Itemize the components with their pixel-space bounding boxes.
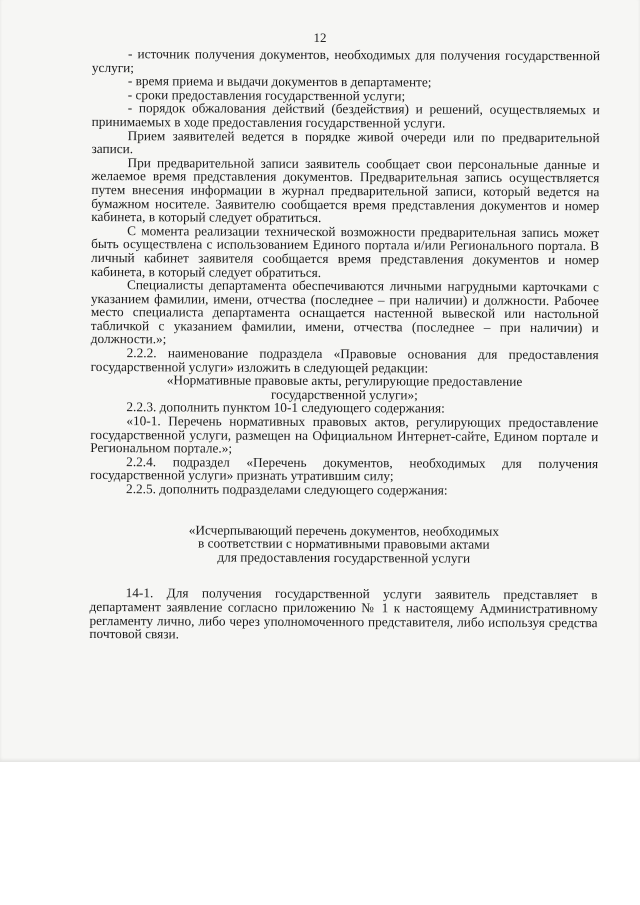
paragraph: 2.2.3. дополнить пунктом 10-1 следующего содержания:: [126, 399, 445, 416]
paragraph: - сроки предоставления государственной услуги;: [127, 86, 406, 104]
paragraph: С момента реализации технической возможности предварительная запись может быть осуществлена с использованием Единого портала и/или Регионального портала. В личный кабинет заявителя сообщается время представления документов и номер кабинета, в который следует обратиться.: [90, 222, 600, 280]
section-heading-line: для предоставления государственной услуги: [217, 549, 471, 566]
paragraph: - время приема и выдачи документов в департаменте;: [127, 73, 432, 90]
scan-background: [0, 762, 640, 905]
quoted-heading-line: государственной услуги»;: [271, 386, 418, 403]
paragraph: - источник получения документов, необходимых для получения государственной услуги;: [91, 46, 600, 75]
paragraph: - порядок обжалования действий (бездействия) и решений, осуществляемых и принимаемых в ходе предоставления государственной услуги.: [91, 100, 600, 131]
paragraph: При предварительной записи заявитель сообщает свои персональные данные и желаемое время представления документов. Предварительная запись осуществляется путем внесения информации в журнал предварительной записи, который ведется на бумажном носителе. Заявителю сообщается время представления документов и номер кабинета, в который следует обратиться.: [91, 154, 600, 226]
paragraph: 2.2.5. дополнить подразделами следующего содержания:: [126, 481, 448, 498]
section-heading-line: в соответствии с нормативными правовыми актами: [197, 535, 490, 552]
paragraph: 2.2.2. наименование подраздела «Правовые основания для предоставления государственной услуги» изложить в следующей редакции:: [90, 345, 599, 376]
paragraph: Специалисты департамента обеспечиваются личными нагрудными карточками с указанием фамилии, имени, отчества (последнее – при наличии) и должности. Рабочее место специалиста департамента оснащается настенной вывеской или настольной табличкой с указанием фамилии, имени, отчества (последнее – при наличии) и должности.»;: [90, 277, 599, 347]
page-number: 12: [313, 30, 327, 45]
document-body: [89, 47, 600, 643]
quoted-heading-line: «Нормативные правовые акты, регулирующие предоставление: [166, 372, 523, 390]
paragraph: «10-1. Перечень нормативных правовых актов, регулирующих предоставление государственной услуги, размещен на Официальном Интернет-сайте, Едином портале и Региональном портале.»;: [90, 413, 599, 456]
paragraph: 14-1. Для получения государственной услуги заявитель представляет в департамент заявление согласно приложению № 1 к настоящему Административному регламенту лично, либо через уполномоченного представителя, либо используя средства почтовой связи.: [89, 585, 598, 642]
paragraph: Прием заявителей ведется в порядке живой очереди или по предварительной записи.: [91, 127, 600, 157]
paragraph: 2.2.4. подраздел «Перечень документов, необходимых для получения государственной услуги» признать утратившим силу;: [90, 453, 599, 484]
section-heading-line: «Исчерпывающий перечень документов, необходимых: [188, 522, 500, 539]
